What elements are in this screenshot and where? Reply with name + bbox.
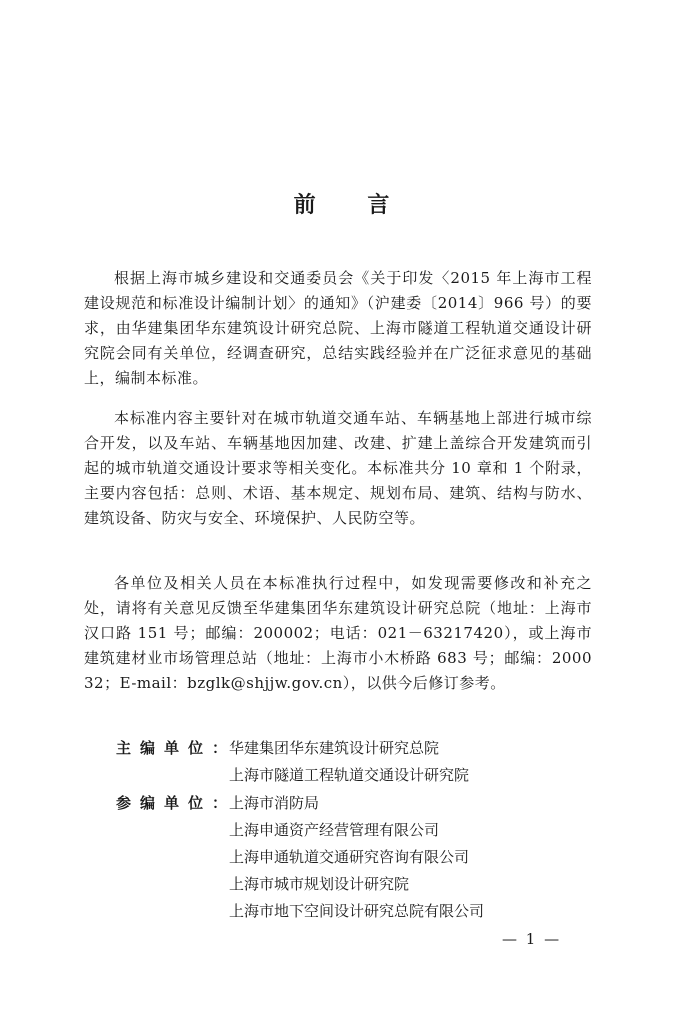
participating-section [116, 790, 576, 925]
participating-row [116, 790, 576, 925]
participating-unit: 上海市消防局 [229, 794, 320, 812]
chief-editor-role-label [116, 735, 229, 789]
role-colon: ： [211, 739, 227, 757]
page-number: — 1 — [502, 930, 562, 948]
participating-units [229, 790, 484, 925]
role-char: 单 [163, 794, 179, 812]
chief-editor-section [116, 735, 576, 789]
paragraph-feedback [84, 571, 592, 696]
role-char: 位 [187, 739, 203, 757]
role-char: 编 [139, 739, 155, 757]
role-char: 编 [139, 794, 155, 812]
paragraph-text: 各单位及相关人员在本标准执行过程中，如发现需要修改和补充之处，请将有关意见反馈至华建集团华东建筑设计研究总院（地址：上海市汉口路 151 号；邮编：200002；电话：021－63217420），或上海市建筑建材业市场管理总站（地址：上海市小木桥路 683 号；邮编：200032；E-mail：bzglk@shjjw.gov.cn），以供今后修订参考。 [84, 574, 592, 692]
role-char: 参 [116, 794, 132, 812]
paragraph-basis [84, 266, 592, 391]
paragraph-text: 根据上海市城乡建设和交通委员会《关于印发〈2015 年上海市工程建设规范和标准设计编制计划〉的通知》（沪建委〔2014〕966 号）的要求，由华建集团华东建筑设计研究总院、上海市隧道工程轨道交通设计研究院会同有关单位，经调查研究，总结实践经验并在广泛征求意见的基础上，编制本标准。 [84, 269, 592, 387]
chief-editor-unit: 华建集团华东建筑设计研究总院 [229, 739, 440, 757]
role-char: 单 [163, 739, 179, 757]
page-title: 前 言 [293, 193, 412, 218]
paragraph-scope [84, 406, 592, 531]
chief-editor-units [229, 735, 469, 789]
role-colon: ： [211, 794, 227, 812]
role-char: 主 [116, 739, 132, 757]
role-char: 位 [187, 794, 203, 812]
participating-unit: 上海申通轨道交通研究咨询有限公司 [229, 848, 470, 866]
participating-unit: 上海市城市规划设计研究院 [229, 875, 410, 893]
participating-role-label [116, 790, 229, 925]
chief-editor-row [116, 735, 576, 789]
participating-unit: 上海申通资产经营管理有限公司 [229, 821, 440, 839]
paragraph-text: 本标准内容主要针对在城市轨道交通车站、车辆基地上部进行城市综合开发，以及车站、车辆基地因加建、改建、扩建上盖综合开发建筑而引起的城市轨道交通设计要求等相关变化。本标准共分 10 章和 1 个附录，主要内容包括：总则、术语、基本规定、规划布局、建筑、结构与防水、建筑设备、防灾与安全、环境保护、人民防空等。 [84, 409, 592, 527]
participating-unit: 上海市地下空间设计研究总院有限公司 [229, 902, 485, 920]
chief-editor-unit: 上海市隧道工程轨道交通设计研究院 [229, 766, 470, 784]
